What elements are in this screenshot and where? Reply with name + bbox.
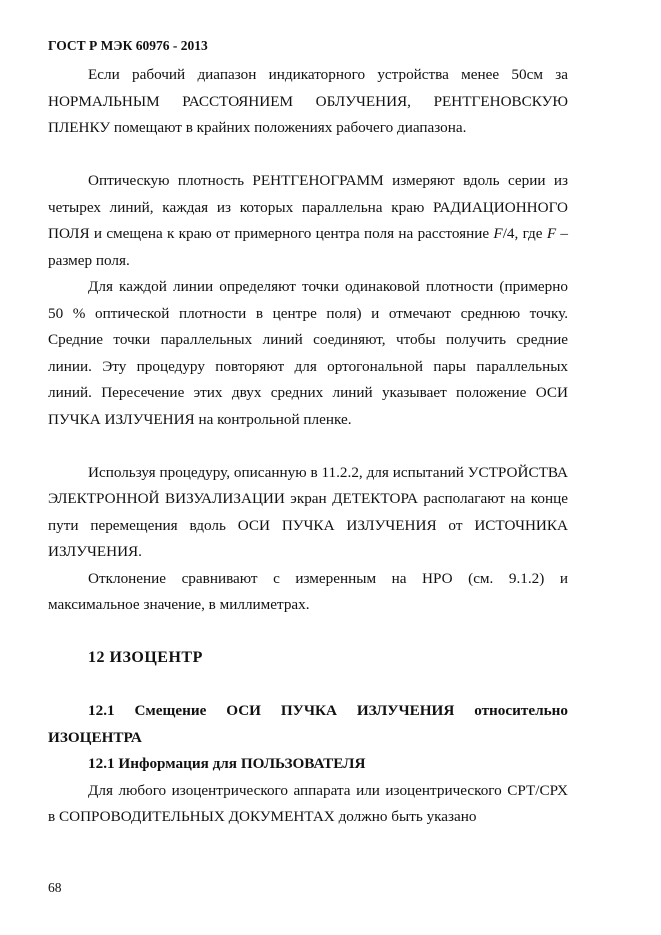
paragraph-optical-density-text-c: – размер поля. xyxy=(48,225,568,269)
document-header: ГОСТ Р МЭК 60976 - 2013 xyxy=(48,38,208,53)
subsubsection-heading: 12.1 Информация для ПОЛЬЗОВАТЕЛЯ xyxy=(88,755,366,772)
section-heading: 12 ИЗОЦЕНТР xyxy=(88,649,203,666)
paragraph-optical-density xyxy=(48,168,568,274)
variable-f: F xyxy=(546,225,557,242)
paragraph-equal-density: Для каждой линии определяют точки одинаковой плотности (примерно 50 % оптической плотности в центре поля) и отмечают среднюю точку. Средние точки параллельных линий соединяют, чтобы получить средние линии. Эту процедуру повторяют для ортогональной пары параллельных линий. Пересечение этих двух средних линий указывает положение ОСИ ПУЧКА ИЗЛУЧЕНИЯ на контрольной пленке. xyxy=(48,278,568,428)
variable-f: F xyxy=(493,225,503,242)
page-number: 68 xyxy=(48,880,62,895)
page-body xyxy=(48,62,568,831)
paragraph-optical-density-text-a: Оптическую плотность РЕНТГЕНОГРАММ измеряют вдоль серии из четырех линий, каждая из которых параллельна краю РАДИАЦИОННОГО ПОЛЯ и смещена к краю от примерного центра поля на расстояние xyxy=(48,172,568,242)
paragraph-procedure: Используя процедуру, описанную в 11.2.2, для испытаний УСТРОЙСТВА ЭЛЕКТРОННОЙ ВИЗУАЛИЗАЦИИ экран ДЕТЕКТОРА располагают на конце пути перемещения вдоль ОСИ ПУЧКА ИЗЛУЧЕНИЯ от ИСТОЧНИКА ИЗЛУЧЕНИЯ. xyxy=(48,463,568,560)
paragraph-isocentric: Для любого изоцентрического аппарата или изоцентрического СРТ/СРХ в СОПРОВОДИТЕЛЬНЫХ ДОКУМЕНТАХ должно быть указано xyxy=(48,781,568,825)
paragraph-working-range: Если рабочий диапазон индикаторного устройства менее 50см за НОРМАЛЬНЫМ РАССТОЯНИЕМ ОБЛУЧЕНИЯ, РЕНТГЕНОВСКУЮ ПЛЕНКУ помещают в крайних положениях рабочего диапазона. xyxy=(48,66,568,136)
paragraph-deviation: Отклонение сравнивают с измеренным на НРО (см. 9.1.2) и максимальное значение, в миллиметрах. xyxy=(48,569,568,613)
paragraph-optical-density-text-b: /4, где xyxy=(502,225,547,242)
subsection-heading: 12.1 Смещение ОСИ ПУЧКА ИЗЛУЧЕНИЯ относительно ИЗОЦЕНТРА xyxy=(48,702,568,746)
